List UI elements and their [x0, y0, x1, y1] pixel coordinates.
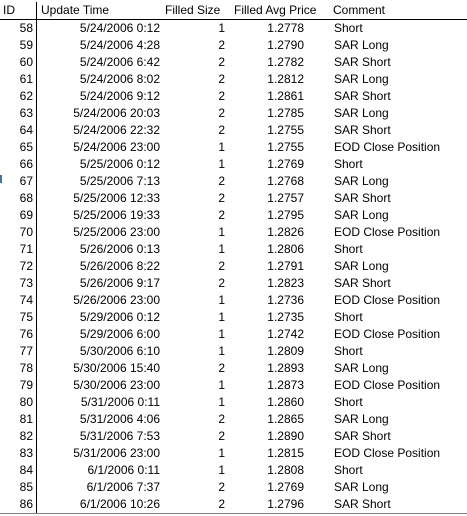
cell-filled-avg-price[interactable]: 1.2823: [267, 276, 304, 290]
cell-comment[interactable]: Short: [334, 395, 363, 409]
table-row: [0, 139, 467, 156]
cell-update-time[interactable]: 5/31/2006 0:11: [80, 395, 160, 409]
table-row: [0, 292, 467, 309]
cell-id[interactable]: 62: [0, 88, 37, 105]
cell-filled-avg-price[interactable]: 1.2757: [267, 191, 304, 205]
cell-filled-size[interactable]: 1: [218, 293, 225, 307]
table-row: [0, 190, 467, 207]
cell-id[interactable]: 79: [0, 377, 37, 394]
cell-update-time[interactable]: 5/29/2006 6:00: [79, 327, 160, 341]
cell-filled-avg-price[interactable]: 1.2735: [267, 310, 304, 324]
cell-filled-size[interactable]: 2: [218, 497, 225, 511]
cell-filled-size[interactable]: 2: [218, 361, 225, 375]
cell-filled-avg-price[interactable]: 1.2790: [267, 38, 304, 52]
cell-comment[interactable]: SAR Short: [334, 123, 391, 137]
cell-filled-size[interactable]: 2: [218, 55, 225, 69]
cell-id[interactable]: 60: [0, 54, 37, 71]
cell-filled-size[interactable]: 2: [218, 191, 225, 205]
table-row: [0, 496, 467, 513]
cell-filled-avg-price[interactable]: 1.2865: [267, 412, 304, 426]
cell-comment[interactable]: SAR Short: [334, 497, 391, 511]
cell-update-time[interactable]: 5/25/2006 23:00: [73, 225, 160, 239]
cell-filled-size[interactable]: 1: [218, 310, 225, 324]
cell-id[interactable]: 75: [0, 309, 37, 326]
cell-id[interactable]: 68: [0, 190, 37, 207]
cell-update-time[interactable]: 6/1/2006 10:26: [79, 497, 160, 511]
cell-comment[interactable]: EOD Close Position: [334, 446, 441, 460]
header-row: [0, 2, 467, 19]
cell-filled-avg-price[interactable]: 1.2893: [267, 361, 304, 375]
cell-update-time[interactable]: 5/31/2006 7:53: [79, 429, 160, 443]
cell-update-time[interactable]: 5/25/2006 7:13: [79, 174, 160, 188]
cell-filled-avg-price[interactable]: 1.2806: [267, 242, 304, 256]
cell-filled-avg-price[interactable]: 1.2890: [267, 429, 304, 443]
cell-update-time[interactable]: 5/26/2006 23:00: [73, 293, 160, 307]
cell-comment[interactable]: Short: [334, 344, 363, 358]
cell-id[interactable]: 78: [0, 360, 37, 377]
cell-filled-size[interactable]: 2: [218, 123, 225, 137]
cell-id[interactable]: 72: [0, 258, 37, 275]
cell-comment[interactable]: SAR Long: [334, 72, 389, 86]
cell-update-time[interactable]: 5/30/2006 23:00: [73, 378, 160, 392]
cell-filled-size[interactable]: 2: [218, 208, 225, 222]
cell-filled-size[interactable]: 1: [218, 140, 225, 154]
cell-comment[interactable]: EOD Close Position: [334, 225, 441, 239]
table-row: [0, 37, 467, 54]
cell-filled-avg-price[interactable]: 1.2782: [267, 55, 304, 69]
cell-update-time[interactable]: 5/24/2006 20:03: [73, 106, 160, 120]
cell-comment[interactable]: Short: [334, 157, 363, 171]
cell-filled-avg-price[interactable]: 1.2785: [267, 106, 304, 120]
cell-id[interactable]: 66: [0, 156, 37, 173]
cell-id[interactable]: 59: [0, 37, 37, 54]
cell-filled-avg-price[interactable]: 1.2768: [267, 174, 304, 188]
cell-filled-size[interactable]: 1: [218, 378, 225, 392]
table-row: [0, 360, 467, 377]
cell-comment[interactable]: SAR Long: [334, 208, 389, 222]
cell-filled-avg-price[interactable]: 1.2795: [267, 208, 304, 222]
cell-update-time[interactable]: 5/24/2006 8:02: [79, 72, 160, 86]
cell-id[interactable]: 85: [0, 479, 37, 496]
cell-comment[interactable]: SAR Long: [334, 174, 389, 188]
header-update-time[interactable]: Update Time: [41, 3, 110, 17]
cell-update-time[interactable]: 5/30/2006 15:40: [73, 361, 160, 375]
cell-id[interactable]: 86: [0, 496, 37, 513]
cell-filled-size[interactable]: 1: [218, 21, 225, 35]
cell-id[interactable]: 77: [0, 343, 37, 360]
header-filled-avg-price[interactable]: Filled Avg Price: [234, 3, 317, 17]
cell-update-time[interactable]: 5/24/2006 22:32: [73, 123, 160, 137]
cell-filled-avg-price[interactable]: 1.2736: [267, 293, 304, 307]
cell-update-time[interactable]: 6/1/2006 0:11: [87, 463, 160, 477]
header-id[interactable]: ID: [0, 2, 37, 19]
header-filled-size[interactable]: Filled Size: [165, 3, 221, 17]
cell-filled-avg-price[interactable]: 1.2861: [267, 89, 304, 103]
table-row: [0, 428, 467, 445]
cell-update-time[interactable]: 5/25/2006 0:12: [79, 157, 160, 171]
cell-id[interactable]: 58: [0, 20, 37, 37]
cell-comment[interactable]: Short: [334, 242, 363, 256]
cell-filled-size[interactable]: 1: [218, 225, 225, 239]
table-row: [0, 411, 467, 428]
header-comment[interactable]: Comment: [333, 3, 386, 17]
cell-update-time[interactable]: 5/24/2006 23:00: [73, 140, 160, 154]
table-row: [0, 54, 467, 71]
cell-comment[interactable]: SAR Long: [334, 412, 389, 426]
cell-id[interactable]: 73: [0, 275, 37, 292]
cell-filled-avg-price[interactable]: 1.2742: [267, 327, 304, 341]
table-row: [0, 258, 467, 275]
table-row: [0, 156, 467, 173]
cell-comment[interactable]: SAR Long: [334, 38, 389, 52]
cell-update-time[interactable]: 5/30/2006 6:10: [79, 344, 160, 358]
cell-filled-avg-price[interactable]: 1.2755: [267, 123, 304, 137]
table-row: [0, 275, 467, 292]
cell-update-time[interactable]: 5/25/2006 19:33: [73, 208, 160, 222]
cell-filled-size[interactable]: 1: [218, 327, 225, 341]
cell-comment[interactable]: Short: [334, 310, 363, 324]
table-row: [0, 479, 467, 496]
cell-filled-avg-price[interactable]: 1.2860: [267, 395, 304, 409]
cell-filled-avg-price[interactable]: 1.2815: [267, 446, 304, 460]
table-row: [0, 326, 467, 343]
table-row: [0, 445, 467, 462]
cell-filled-size[interactable]: 2: [218, 480, 225, 494]
cell-filled-avg-price[interactable]: 1.2809: [267, 344, 304, 358]
cell-filled-size[interactable]: 2: [218, 106, 225, 120]
cell-update-time[interactable]: 5/24/2006 0:12: [79, 21, 160, 35]
cell-filled-size[interactable]: 1: [218, 395, 225, 409]
cell-id[interactable]: 65: [0, 139, 37, 156]
cell-filled-size[interactable]: 2: [218, 89, 225, 103]
cell-comment[interactable]: SAR Short: [334, 429, 391, 443]
cell-comment[interactable]: Short: [334, 21, 363, 35]
cell-filled-avg-price[interactable]: 1.2755: [267, 140, 304, 154]
cell-filled-size[interactable]: 2: [218, 429, 225, 443]
cell-id[interactable]: 74: [0, 292, 37, 309]
row-marker: [0, 175, 2, 183]
cell-update-time[interactable]: 6/1/2006 7:37: [86, 480, 160, 494]
cell-update-time[interactable]: 5/26/2006 0:13: [79, 242, 160, 256]
cell-id[interactable]: 67: [0, 173, 37, 190]
cell-update-time[interactable]: 5/29/2006 0:12: [79, 310, 160, 324]
cell-update-time[interactable]: 5/26/2006 9:17: [79, 276, 160, 290]
cell-update-time[interactable]: 5/31/2006 4:06: [79, 412, 160, 426]
cell-update-time[interactable]: 5/24/2006 4:28: [79, 38, 160, 52]
bottom-border: [0, 513, 467, 514]
cell-filled-size[interactable]: 2: [218, 72, 225, 86]
cell-id[interactable]: 76: [0, 326, 37, 343]
cell-comment[interactable]: SAR Short: [334, 191, 391, 205]
cell-filled-size[interactable]: 2: [218, 38, 225, 52]
cell-comment[interactable]: SAR Short: [334, 89, 391, 103]
cell-filled-size[interactable]: 1: [218, 446, 225, 460]
cell-id[interactable]: 61: [0, 71, 37, 88]
cell-filled-size[interactable]: 1: [218, 157, 225, 171]
cell-comment[interactable]: Short: [334, 463, 363, 477]
cell-update-time[interactable]: 5/24/2006 9:12: [79, 89, 160, 103]
table-row: [0, 207, 467, 224]
cell-filled-avg-price[interactable]: 1.2873: [267, 378, 304, 392]
cell-id[interactable]: 71: [0, 241, 37, 258]
table-row: [0, 394, 467, 411]
cell-update-time[interactable]: 5/25/2006 12:33: [73, 191, 160, 205]
cell-id[interactable]: 69: [0, 207, 37, 224]
table-row: [0, 20, 467, 37]
cell-comment[interactable]: SAR Short: [334, 55, 391, 69]
table-row: [0, 173, 467, 190]
table-row: [0, 88, 467, 105]
cell-filled-size[interactable]: 1: [218, 242, 225, 256]
cell-comment[interactable]: SAR Long: [334, 259, 389, 273]
cell-filled-avg-price[interactable]: 1.2812: [267, 72, 304, 86]
cell-id[interactable]: 70: [0, 224, 37, 241]
cell-comment[interactable]: EOD Close Position: [334, 327, 441, 341]
cell-filled-avg-price[interactable]: 1.2778: [267, 21, 304, 35]
cell-filled-size[interactable]: 1: [218, 344, 225, 358]
cell-id[interactable]: 64: [0, 122, 37, 139]
cell-comment[interactable]: SAR Short: [334, 276, 391, 290]
table-row: [0, 462, 467, 479]
table-row: [0, 122, 467, 139]
cell-filled-avg-price[interactable]: 1.2808: [267, 463, 304, 477]
cell-comment[interactable]: SAR Long: [334, 480, 389, 494]
cell-filled-avg-price[interactable]: 1.2769: [267, 157, 304, 171]
cell-id[interactable]: 81: [0, 411, 37, 428]
cell-filled-avg-price[interactable]: 1.2769: [267, 480, 304, 494]
cell-id[interactable]: 84: [0, 462, 37, 479]
cell-comment[interactable]: EOD Close Position: [334, 378, 441, 392]
cell-id[interactable]: 63: [0, 105, 37, 122]
cell-update-time[interactable]: 5/31/2006 23:00: [73, 446, 160, 460]
table-row: [0, 224, 467, 241]
cell-filled-avg-price[interactable]: 1.2796: [267, 497, 304, 511]
cell-comment[interactable]: EOD Close Position: [334, 140, 441, 154]
table-row: [0, 71, 467, 88]
cell-filled-size[interactable]: 2: [218, 174, 225, 188]
cell-id[interactable]: 82: [0, 428, 37, 445]
table-row: [0, 241, 467, 258]
table-row: [0, 105, 467, 122]
cell-id[interactable]: 80: [0, 394, 37, 411]
table-row: [0, 343, 467, 360]
cell-comment[interactable]: SAR Long: [334, 106, 389, 120]
cell-filled-avg-price[interactable]: 1.2791: [267, 259, 304, 273]
cell-filled-size[interactable]: 2: [218, 276, 225, 290]
cell-update-time[interactable]: 5/24/2006 6:42: [79, 55, 160, 69]
cell-filled-size[interactable]: 2: [218, 412, 225, 426]
cell-id[interactable]: 83: [0, 445, 37, 462]
table-row: [0, 377, 467, 394]
cell-filled-size[interactable]: 1: [218, 463, 225, 477]
cell-filled-avg-price[interactable]: 1.2826: [267, 225, 304, 239]
cell-filled-size[interactable]: 2: [218, 259, 225, 273]
table-row: [0, 309, 467, 326]
cell-comment[interactable]: SAR Long: [334, 361, 389, 375]
cell-update-time[interactable]: 5/26/2006 8:22: [79, 259, 160, 273]
cell-comment[interactable]: EOD Close Position: [334, 293, 441, 307]
